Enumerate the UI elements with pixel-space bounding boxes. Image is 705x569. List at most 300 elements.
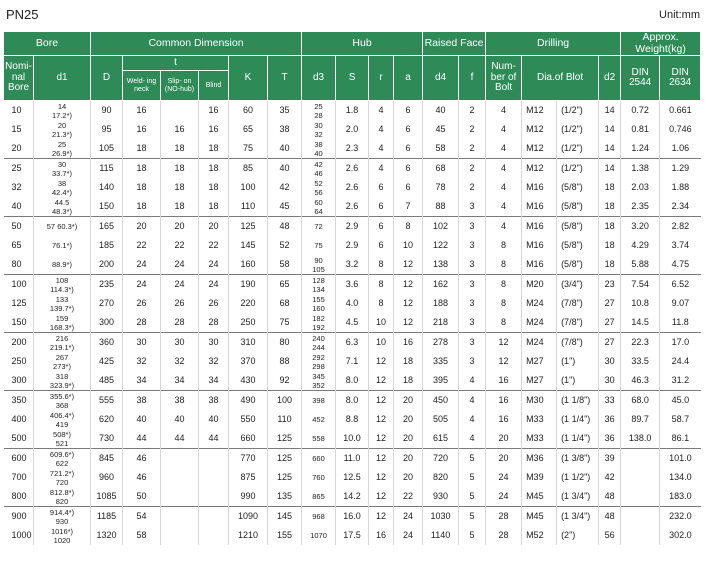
cell-d3 [302, 468, 336, 487]
cell-number-of-bolt: 20 [486, 429, 522, 449]
cell-nominal-bore: 200 [4, 333, 34, 353]
cell-d4: 335 [423, 352, 459, 371]
cell-number-of-bolt: 4 [486, 139, 522, 159]
cell-d1-line: 159 [55, 313, 69, 323]
cell-bolt-size: M16 [522, 255, 557, 275]
header-r: r [369, 56, 394, 101]
cell-d2: 18 [599, 255, 621, 275]
cell-t-blind: 18 [199, 139, 229, 159]
cell-number-of-bolt: 4 [486, 178, 522, 197]
cell-S: 2.9 [336, 236, 369, 255]
cell-d1-line: 930 [55, 516, 69, 526]
cell-r: 6 [369, 236, 394, 255]
cell-d2: 18 [599, 178, 621, 197]
cell-number-of-bolt: 8 [486, 313, 522, 333]
cell-weight-din-2544: 4.29 [621, 236, 660, 255]
cell-d3-line: 32 [314, 129, 323, 139]
cell-t-slip-on: 20 [161, 217, 199, 237]
cell-d2: 18 [599, 236, 621, 255]
cell-weight-din-2544 [621, 507, 660, 527]
cell-t-welding-neck: 18 [123, 197, 161, 217]
cell-bolt-size: M39 [522, 468, 557, 487]
cell-d1-line: 114.3*) [50, 284, 74, 294]
cell-f: 3 [459, 275, 486, 295]
cell-t-blind: 18 [199, 159, 229, 179]
cell-d1-line: 133 [55, 294, 69, 304]
cell-t-welding-neck: 28 [123, 313, 161, 333]
cell-d1 [34, 391, 91, 411]
header-number-of-bolt: Num- ber of Bolt [486, 56, 522, 101]
table-body [4, 101, 701, 546]
cell-bolt-inch: (1 3/4") [557, 487, 599, 507]
table-row [4, 391, 701, 411]
cell-a: 24 [394, 526, 423, 545]
cell-T: 110 [268, 410, 302, 429]
cell-bolt-size: M12 [522, 101, 557, 121]
cell-d2: 18 [599, 217, 621, 237]
cell-t-welding-neck: 18 [123, 178, 161, 197]
table-row [4, 275, 701, 295]
cell-bolt-inch: (1/2") [557, 139, 599, 159]
cell-D: 960 [91, 468, 123, 487]
cell-d4: 188 [423, 294, 459, 313]
cell-d2: 27 [599, 294, 621, 313]
cell-weight-din-2634: 58.7 [660, 410, 701, 429]
header-d2: d2 [599, 56, 621, 101]
cell-t-blind: 38 [199, 391, 229, 411]
cell-t-slip-on [161, 101, 199, 121]
cell-a: 10 [394, 236, 423, 255]
cell-weight-din-2544: 1.38 [621, 159, 660, 179]
cell-weight-din-2544: 10.8 [621, 294, 660, 313]
cell-number-of-bolt: 4 [486, 197, 522, 217]
cell-bolt-inch: (1 3/4") [557, 507, 599, 527]
cell-f: 5 [459, 487, 486, 507]
cell-bolt-size: M24 [522, 294, 557, 313]
cell-d4: 1140 [423, 526, 459, 545]
cell-bolt-size: M16 [522, 217, 557, 237]
cell-weight-din-2544: 89.7 [621, 410, 660, 429]
cell-t-blind [199, 449, 229, 469]
cell-d3-line: 72 [314, 222, 323, 231]
cell-number-of-bolt: 4 [486, 217, 522, 237]
cell-t-welding-neck: 46 [123, 449, 161, 469]
cell-d1-line: 216 [55, 333, 69, 343]
cell-K: 125 [229, 217, 268, 237]
cell-d4: 102 [423, 217, 459, 237]
cell-a: 20 [394, 449, 423, 469]
cell-d4: 78 [423, 178, 459, 197]
cell-T: 35 [268, 101, 302, 121]
cell-r: 12 [369, 352, 394, 371]
cell-d4: 278 [423, 333, 459, 353]
cell-bolt-inch: (1 1/4") [557, 429, 599, 449]
cell-weight-din-2544: 138.0 [621, 429, 660, 449]
cell-bolt-inch: (5/8") [557, 255, 599, 275]
cell-bolt-inch: (1 1/8") [557, 391, 599, 411]
cell-K: 1090 [229, 507, 268, 527]
cell-d3-line: 352 [312, 380, 325, 390]
cell-number-of-bolt: 8 [486, 294, 522, 313]
cell-a: 7 [394, 197, 423, 217]
cell-d3-line: 1070 [310, 531, 327, 540]
table-row [4, 255, 701, 275]
cell-K: 65 [229, 120, 268, 139]
cell-S: 16.0 [336, 507, 369, 527]
cell-d1-line: 720 [55, 477, 69, 487]
table-row [4, 313, 701, 333]
cell-a: 18 [394, 352, 423, 371]
cell-d1-line: 38 [57, 178, 67, 188]
cell-S: 8.0 [336, 391, 369, 411]
cell-d1-line: 1016*) [50, 526, 74, 536]
cell-d3-line: 64 [314, 206, 323, 216]
cell-nominal-bore: 40 [11, 201, 22, 211]
cell-t-slip-on [161, 449, 199, 469]
table-row [4, 410, 701, 429]
cell-K: 490 [229, 391, 268, 411]
cell-d1 [34, 333, 91, 353]
cell-weight-din-2634: 2.82 [660, 217, 701, 237]
cell-weight-din-2544: 7.54 [621, 275, 660, 295]
cell-d1 [34, 120, 91, 139]
cell-T: 40 [268, 139, 302, 159]
table-row [4, 371, 701, 391]
cell-S: 2.6 [336, 197, 369, 217]
cell-K: 145 [229, 236, 268, 255]
cell-d4: 138 [423, 255, 459, 275]
table-row [4, 236, 701, 255]
cell-bolt-size: M33 [522, 429, 557, 449]
cell-weight-din-2634: 86.1 [660, 429, 701, 449]
cell-d2: 48 [599, 487, 621, 507]
cell-d2: 27 [599, 333, 621, 353]
cell-bolt-inch: (5/8") [557, 236, 599, 255]
cell-bolt-inch: (7/8") [557, 294, 599, 313]
cell-t-blind: 28 [199, 313, 229, 333]
cell-d1-line: 368 [55, 400, 69, 410]
cell-d3 [302, 333, 336, 353]
cell-d1-line: 914.4*) [49, 507, 75, 517]
cell-d3-line: 760 [312, 473, 325, 482]
table-row [4, 429, 701, 449]
cell-K: 770 [229, 449, 268, 469]
cell-t-slip-on: 28 [161, 313, 199, 333]
cell-weight-din-2544: 14.5 [621, 313, 660, 333]
cell-S: 2.9 [336, 217, 369, 237]
cell-T: 88 [268, 352, 302, 371]
cell-bolt-size: M45 [522, 507, 557, 527]
cell-d3-line: 90 [314, 255, 323, 265]
cell-t-slip-on: 30 [161, 333, 199, 353]
cell-nominal-bore: 1000 [11, 530, 32, 540]
cell-bolt-inch: (7/8") [557, 313, 599, 333]
cell-f: 3 [459, 333, 486, 353]
cell-T: 80 [268, 333, 302, 353]
cell-d3-line: 52 [314, 178, 323, 188]
cell-D: 555 [91, 391, 123, 411]
cell-t-slip-on: 24 [161, 255, 199, 275]
cell-t-slip-on: 32 [161, 352, 199, 371]
cell-d4: 720 [423, 449, 459, 469]
cell-f: 3 [459, 313, 486, 333]
cell-d4: 615 [423, 429, 459, 449]
cell-f: 2 [459, 139, 486, 159]
cell-r: 8 [369, 275, 394, 295]
cell-r: 16 [369, 526, 394, 545]
cell-t-blind [199, 507, 229, 527]
cell-d2: 33 [599, 391, 621, 411]
table-row [4, 352, 701, 371]
cell-nominal-bore: 400 [11, 414, 27, 424]
cell-S: 8.0 [336, 371, 369, 391]
cell-d3 [302, 139, 336, 159]
cell-t-welding-neck: 32 [123, 352, 161, 371]
cell-number-of-bolt: 12 [486, 333, 522, 353]
cell-t-blind [199, 526, 229, 545]
cell-t-slip-on: 24 [161, 275, 199, 295]
cell-r: 12 [369, 391, 394, 411]
cell-d3 [302, 217, 336, 237]
cell-weight-din-2544 [621, 526, 660, 545]
cell-t-blind: 30 [199, 333, 229, 353]
cell-weight-din-2544 [621, 449, 660, 469]
cell-d3 [302, 197, 336, 217]
cell-number-of-bolt: 8 [486, 236, 522, 255]
cell-r: 4 [369, 101, 394, 121]
cell-a: 8 [394, 217, 423, 237]
cell-D: 270 [91, 294, 123, 313]
cell-t-blind: 26 [199, 294, 229, 313]
cell-t-welding-neck: 18 [123, 159, 161, 179]
cell-f: 3 [459, 255, 486, 275]
cell-weight-din-2544 [621, 468, 660, 487]
cell-d3-line: 292 [312, 352, 325, 362]
cell-number-of-bolt: 28 [486, 507, 522, 527]
cell-d3-line: 660 [312, 454, 325, 463]
unit-label: Unit:mm [659, 9, 700, 21]
cell-K: 310 [229, 333, 268, 353]
cell-bolt-size: M16 [522, 197, 557, 217]
cell-weight-din-2544: 33.5 [621, 352, 660, 371]
cell-d1-line: 33.7*) [51, 168, 72, 178]
cell-nominal-bore: 800 [11, 491, 27, 501]
cell-d1-line: 139.7*) [49, 303, 75, 313]
cell-number-of-bolt: 28 [486, 526, 522, 545]
cell-t-blind: 34 [199, 371, 229, 391]
cell-t-welding-neck: 22 [123, 236, 161, 255]
cell-d1-line: 521 [55, 438, 69, 448]
cell-weight-din-2634: 183.0 [660, 487, 701, 507]
cell-t-blind: 32 [199, 352, 229, 371]
cell-bolt-inch: (1 1/4") [557, 410, 599, 429]
cell-t-slip-on: 18 [161, 178, 199, 197]
cell-d3-line: 558 [312, 434, 325, 443]
header-T: T [268, 56, 302, 101]
cell-d1-line: 820 [55, 496, 69, 506]
cell-t-blind: 22 [199, 236, 229, 255]
cell-K: 660 [229, 429, 268, 449]
cell-t-welding-neck: 16 [123, 101, 161, 121]
cell-d3-line: 398 [312, 396, 325, 405]
cell-a: 20 [394, 468, 423, 487]
table-row [4, 217, 701, 237]
cell-t-blind: 18 [199, 178, 229, 197]
cell-t-welding-neck: 18 [123, 139, 161, 159]
cell-T: 75 [268, 313, 302, 333]
cell-T: 38 [268, 120, 302, 139]
cell-d1-line: 168.3*) [49, 322, 75, 332]
cell-d1-line: 44.5 [54, 197, 70, 207]
cell-number-of-bolt: 24 [486, 468, 522, 487]
cell-d1-line: 609.6*) [49, 449, 75, 459]
cell-K: 160 [229, 255, 268, 275]
cell-number-of-bolt: 4 [486, 120, 522, 139]
cell-f: 4 [459, 371, 486, 391]
cell-number-of-bolt: 20 [486, 449, 522, 469]
cell-K: 250 [229, 313, 268, 333]
header-S: S [336, 56, 369, 101]
table-row [4, 526, 701, 545]
cell-bolt-inch: (1 1/2") [557, 468, 599, 487]
cell-T: 135 [268, 487, 302, 507]
cell-T: 65 [268, 275, 302, 295]
cell-d3 [302, 371, 336, 391]
cell-d1 [34, 255, 91, 275]
cell-d3-line: 345 [312, 371, 325, 381]
cell-t-blind [199, 468, 229, 487]
cell-d3-line: 192 [312, 322, 325, 332]
table-row [4, 120, 701, 139]
cell-t-slip-on: 38 [161, 391, 199, 411]
header-d1: d1 [34, 56, 91, 101]
cell-d4: 58 [423, 139, 459, 159]
cell-number-of-bolt: 12 [486, 352, 522, 371]
cell-d4: 122 [423, 236, 459, 255]
cell-d1-line: 355.6*) [49, 391, 75, 401]
cell-nominal-bore: 50 [4, 217, 34, 237]
cell-nominal-bore: 25 [4, 159, 34, 179]
cell-d1-line: 219.1*) [49, 342, 75, 352]
cell-S: 7.1 [336, 352, 369, 371]
cell-weight-din-2634: 232.0 [660, 507, 701, 527]
cell-t-welding-neck: 54 [123, 507, 161, 527]
cell-d1-line: 21.3*) [51, 129, 72, 139]
cell-r: 12 [369, 507, 394, 527]
cell-S: 14.2 [336, 487, 369, 507]
cell-r: 8 [369, 294, 394, 313]
cell-t-slip-on: 44 [161, 429, 199, 449]
cell-nominal-bore: 10 [4, 101, 34, 121]
cell-nominal-bore: 300 [11, 375, 27, 385]
cell-weight-din-2544: 46.3 [621, 371, 660, 391]
cell-t-blind: 16 [199, 101, 229, 121]
cell-weight-din-2634: 302.0 [660, 526, 701, 545]
cell-d2: 30 [599, 371, 621, 391]
cell-d1-line: 88.9*) [51, 260, 72, 269]
cell-D: 185 [91, 236, 123, 255]
cell-bolt-inch: (3/4") [557, 275, 599, 295]
cell-d3-line: 30 [314, 120, 323, 130]
cell-d2: 36 [599, 410, 621, 429]
cell-f: 5 [459, 526, 486, 545]
cell-d1 [34, 217, 91, 237]
cell-weight-din-2634: 1.06 [660, 139, 701, 159]
cell-nominal-bore: 500 [11, 433, 27, 443]
cell-S: 2.0 [336, 120, 369, 139]
cell-T: 68 [268, 294, 302, 313]
cell-d1-line: 20 [57, 120, 67, 130]
header-slip-on: Slip- on (NO-hub) [161, 71, 199, 101]
cell-d4: 395 [423, 371, 459, 391]
cell-number-of-bolt: 24 [486, 487, 522, 507]
cell-S: 10.0 [336, 429, 369, 449]
cell-weight-din-2544 [621, 487, 660, 507]
cell-d2: 14 [599, 101, 621, 121]
cell-a: 12 [394, 313, 423, 333]
cell-f: 3 [459, 217, 486, 237]
cell-bolt-size: M12 [522, 120, 557, 139]
cell-t-slip-on [161, 526, 199, 545]
cell-T: 92 [268, 371, 302, 391]
header-D: D [91, 56, 123, 101]
cell-t-blind: 24 [199, 275, 229, 295]
cell-t-welding-neck: 26 [123, 294, 161, 313]
cell-d3 [302, 178, 336, 197]
cell-S: 3.2 [336, 255, 369, 275]
cell-weight-din-2634: 0.661 [660, 101, 701, 121]
cell-d3-line: 75 [314, 241, 323, 250]
cell-d4: 68 [423, 159, 459, 179]
cell-d1 [34, 429, 91, 449]
cell-d1-line: 76.1*) [51, 241, 72, 250]
cell-t-welding-neck: 46 [123, 468, 161, 487]
cell-d1-line: 48.3*) [51, 206, 72, 216]
cell-d4: 162 [423, 275, 459, 295]
cell-d1 [34, 236, 91, 255]
cell-t-slip-on [161, 487, 199, 507]
cell-number-of-bolt: 4 [486, 101, 522, 121]
cell-t-welding-neck: 44 [123, 429, 161, 449]
cell-D: 300 [91, 313, 123, 333]
cell-K: 550 [229, 410, 268, 429]
header-approx-weight: Approx. Weight(kg) [621, 32, 701, 56]
cell-d1 [34, 275, 91, 295]
cell-d3-line: 28 [314, 110, 323, 120]
cell-d4: 45 [423, 120, 459, 139]
cell-t-slip-on: 22 [161, 236, 199, 255]
cell-r: 12 [369, 371, 394, 391]
cell-D: 105 [91, 139, 123, 159]
cell-f: 2 [459, 159, 486, 179]
cell-d1 [34, 139, 91, 159]
header-d3: d3 [302, 56, 336, 101]
cell-d1 [34, 352, 91, 371]
cell-f: 2 [459, 101, 486, 121]
cell-K: 100 [229, 178, 268, 197]
cell-d3-line: 865 [312, 492, 325, 501]
cell-weight-din-2634: 31.2 [660, 371, 701, 391]
cell-D: 1085 [91, 487, 123, 507]
cell-bolt-inch: (2") [557, 526, 599, 545]
cell-S: 12.5 [336, 468, 369, 487]
cell-d2: 14 [599, 139, 621, 159]
cell-bolt-size: M12 [522, 139, 557, 159]
cell-weight-din-2634: 134.0 [660, 468, 701, 487]
cell-D: 115 [91, 159, 123, 179]
cell-T: 125 [268, 429, 302, 449]
cell-d3 [302, 120, 336, 139]
